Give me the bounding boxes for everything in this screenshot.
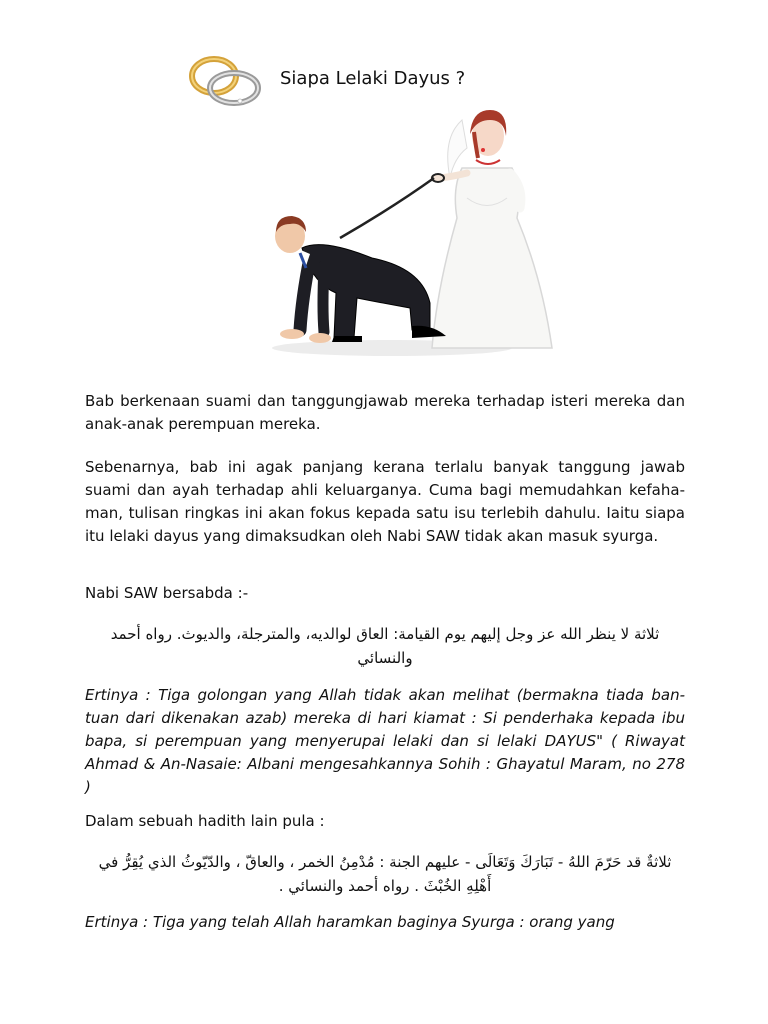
wedding-rings-icon xyxy=(186,52,266,110)
arabic-hadith-1: ثلاثة لا ينظر الله عز وجل إليهم يوم القيامة: العاق لوالديه، والمترجلة، والديوث. رواه أحمد والنسائي xyxy=(110,625,660,667)
hadith-intro-text: Nabi SAW bersabda :- xyxy=(85,584,249,602)
page-title: Siapa Lelaki Dayus ? xyxy=(280,68,466,89)
intro-paragraph: Bab berkenaan suami dan tanggungjawab mereka terhadap isteri mereka dan anak-anak perempuan mereka. xyxy=(85,392,685,433)
explanation-paragraph: Sebenarnya, bab ini agak panjang kerana terlalu banyak tanggung jawab suami dan ayah terhadap ahli keluarganya. Cuma bagi memudahkan kefaha-man, tulisan ringkas ini akan fokus kepada satu isu terlebih dahulu. Iaitu siapa itu lelaki dayus yang dimaksudkan oleh Nabi SAW tidak akan masuk syurga. xyxy=(85,458,685,545)
arabic-hadith-2: ثلاثةٌ قد حَرّمَ اللهُ - تَبَارَكَ وَتَعَالَى - عليهم الجنة : مُدْمِنُ الخمر ، والعاقّ ، والدّيّوثُ الذي يُقِرُّ في أَهْلِهِ الخُبْثَ . رواه أحمد والنسائي . xyxy=(98,853,672,895)
second-hadith-intro: Dalam sebuah hadith lain pula : xyxy=(85,812,325,830)
hadith-1-translation: Ertinya : Tiga golongan yang Allah tidak akan melihat (bermakna tiada ban-tuan dari dikenakan azab) mereka di hari kiamat : Si penderhaka kepada ibu bapa, si perempuan yang menyerupai lelaki dan si lelaki DAYUS" ( Riwayat Ahmad & An-Nasaie: Albani mengesahkannya Sohih : Ghayatul Maram, no 278 ) xyxy=(85,686,685,796)
hadith-2-translation: Ertinya : Tiga yang telah Allah haramkan baginya Syurga : orang yang xyxy=(85,913,615,931)
cake-topper-bride-groom-illustration xyxy=(262,98,562,360)
